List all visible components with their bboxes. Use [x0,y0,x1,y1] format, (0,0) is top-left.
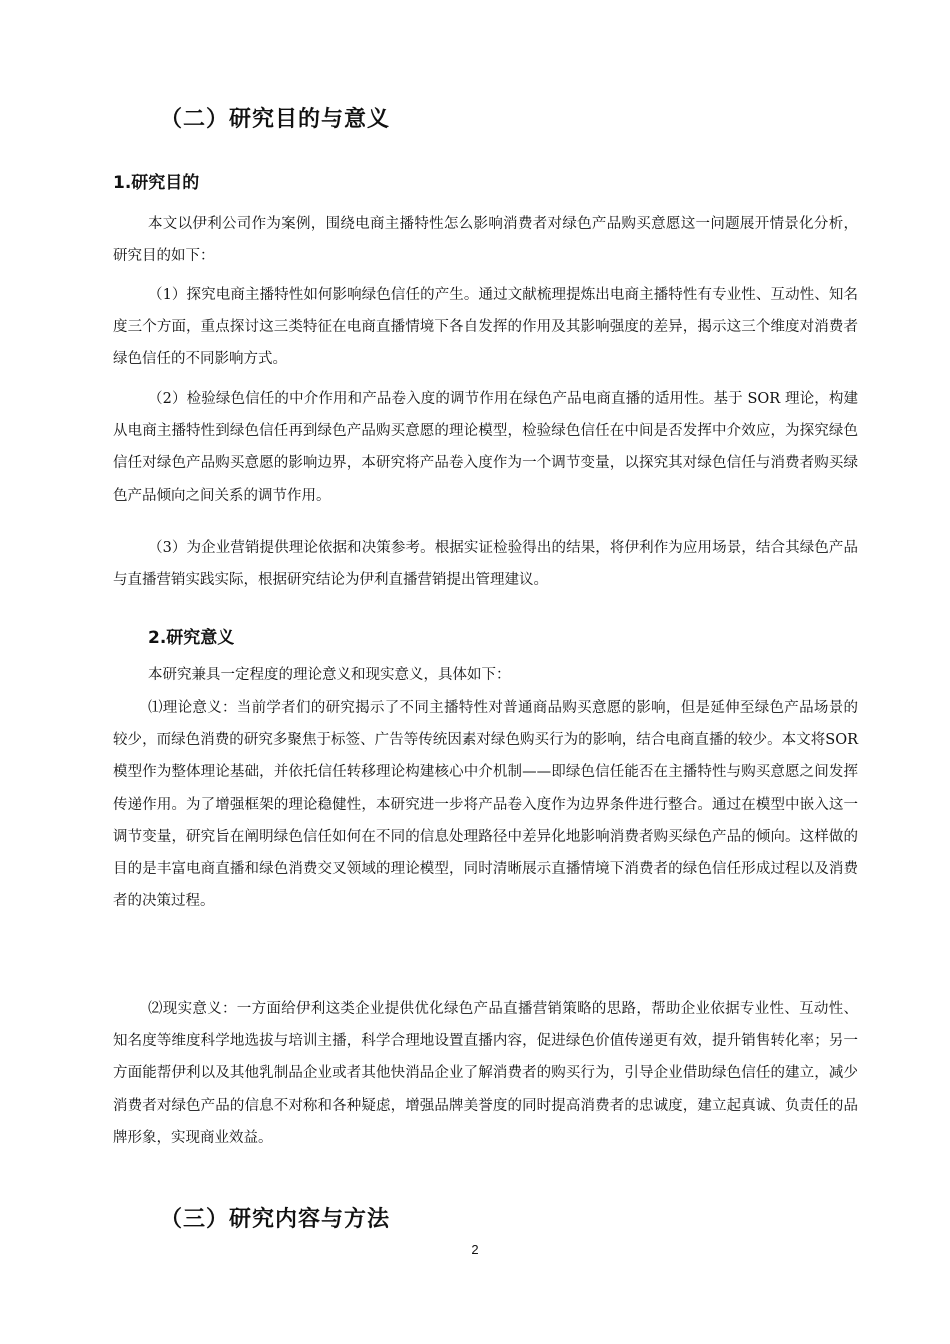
section-heading-purpose-significance: （二）研究目的与意义 [160,107,391,132]
paragraph-purpose-item-3: （3）为企业营销提供理论依据和决策参考。根据实证检验得出的结果，将伊利作为应用场景，结合其绿色产品与直播营销实践实际，根据研究结论为伊利直播营销提出管理建议。 [113,540,858,589]
page-number: 2 [471,1242,479,1257]
paragraph-purpose-item-1: （1）探究电商主播特性如何影响绿色信任的产生。通过文献梳理提炼出电商主播特性有专业性、互动性、知名度三个方面，重点探讨这三类特征在电商直播情境下各自发挥的作用及其影响强度的差异，揭示这三个维度对消费者绿色信任的不同影响方式。 [113,287,858,368]
subheading-research-purpose: 1.研究目的 [113,173,200,193]
section-heading-content-methods: （三）研究内容与方法 [160,1207,391,1232]
paragraph-purpose-intro: 本文以伊利公司作为案例，围绕电商主播特性怎么影响消费者对绿色产品购买意愿这一问题展开情景化分析，研究目的如下： [113,216,858,265]
paragraph-practical-significance: ⑵现实意义：一方面给伊利这类企业提供优化绿色产品直播营销策略的思路，帮助企业依据专业性、互动性、知名度等维度科学地选拔与培训主播，科学合理地设置直播内容，促进绿色价值传递更有效，提升销售转化率；另一方面能帮伊利以及其他乳制品企业或者其他快消品企业了解消费者的购买行为，引导企业借助绿色信任的建立，减少消费者对绿色产品的信息不对称和各种疑虑，增强品牌美誉度的同时提高消费者的忠诚度，建立起真诚、负责任的品牌形象，实现商业效益。 [113,1001,858,1146]
paragraph-significance-intro: 本研究兼具一定程度的理论意义和现实意义，具体如下： [148,667,511,683]
paragraph-purpose-item-2: （2）检验绿色信任的中介作用和产品卷入度的调节作用在绿色产品电商直播的适用性。基于 SOR 理论，构建从电商主播特性到绿色信任再到绿色产品购买意愿的理论模型，检验绿色信任在中间是否发挥中介效应，为探究绿色信任对绿色产品购买意愿的影响边界，本研究将产品卷入度作为一个调节变量，以探究其对绿色信任与消费者购买绿色产品倾向之间关系的调节作用。 [113,391,858,504]
paragraph-theoretical-significance: ⑴理论意义：当前学者们的研究揭示了不同主播特性对普通商品购买意愿的影响，但是延伸至绿色产品场景的较少，而绿色消费的研究多聚焦于标签、广告等传统因素对绿色购买行为的影响，结合电商直播的较少。本文将SOR模型作为整体理论基础，并依托信任转移理论构建核心中介机制——即绿色信任能否在主播特性与购买意愿之间发挥传递作用。为了增强框架的理论稳健性，本研究进一步将产品卷入度作为边界条件进行整合。通过在模型中嵌入这一调节变量，研究旨在阐明绿色信任如何在不同的信息处理路径中差异化地影响消费者购买绿色产品的倾向。这样做的目的是丰富电商直播和绿色消费交叉领域的理论模型，同时清晰展示直播情境下消费者的绿色信任形成过程以及消费者的决策过程。 [113,700,858,910]
subheading-research-significance: 2.研究意义 [148,628,235,648]
